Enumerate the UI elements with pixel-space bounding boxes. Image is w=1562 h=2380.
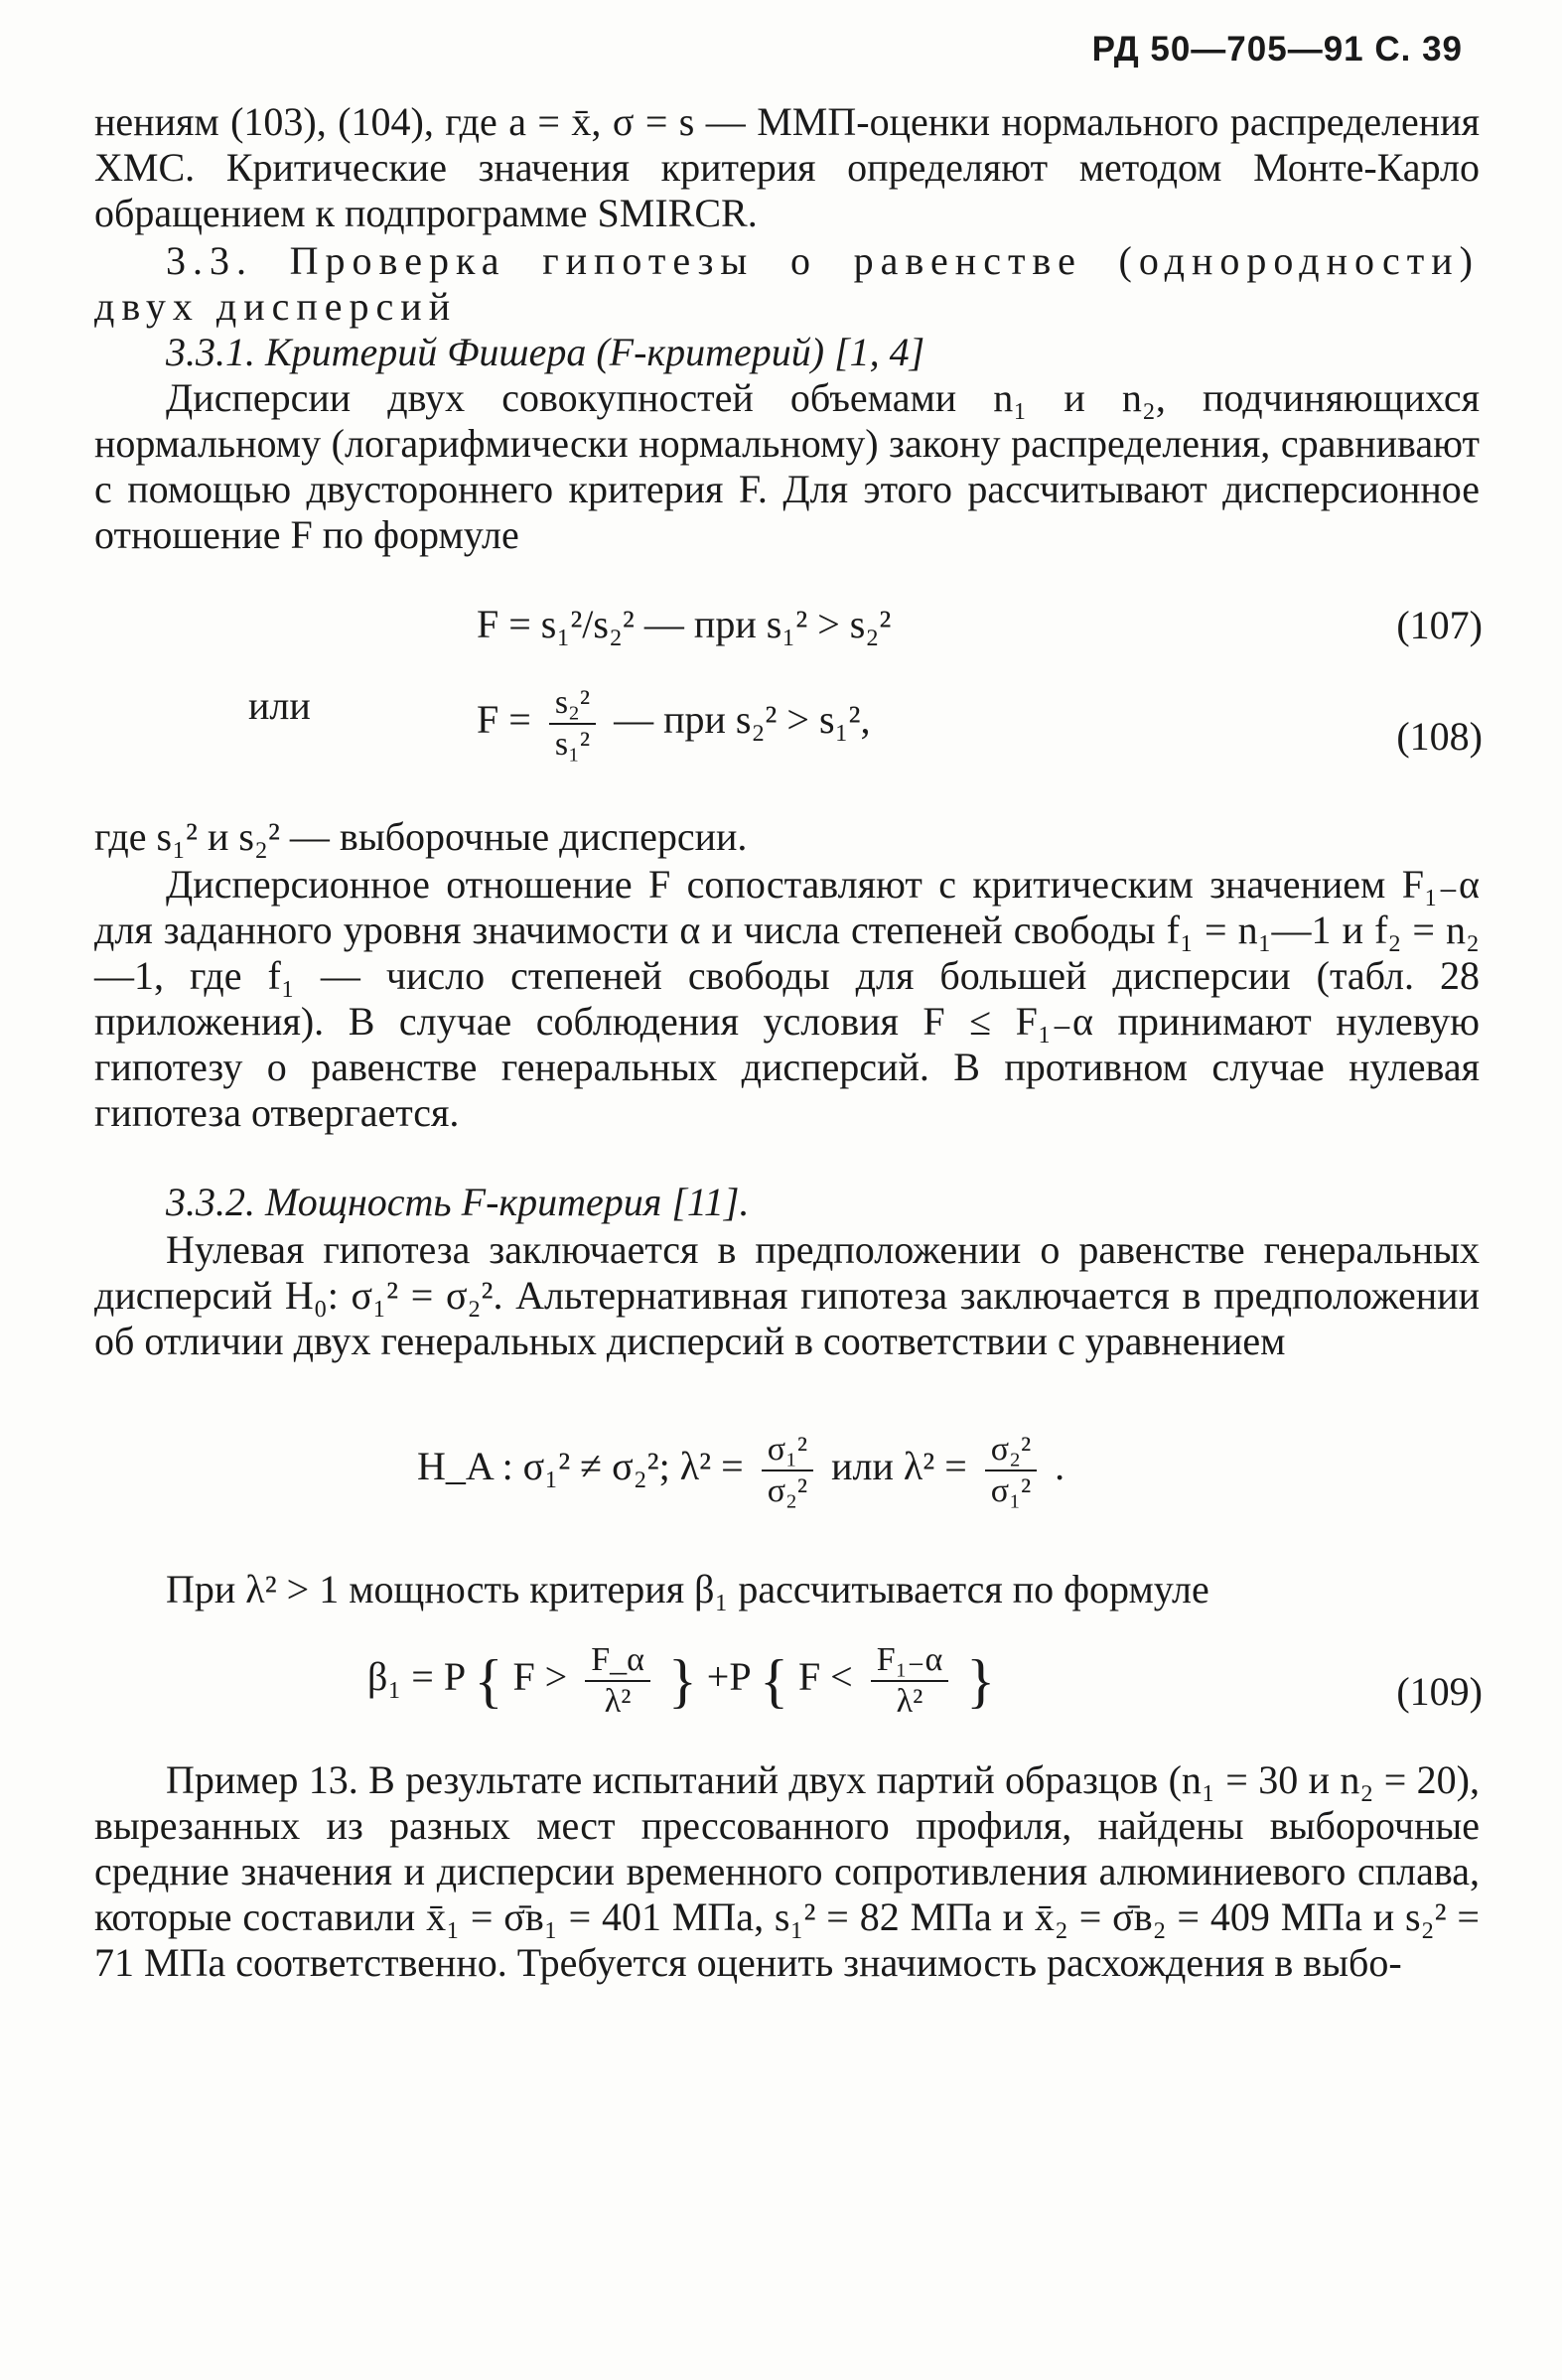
eq109-fraction-1-numerator: F_α bbox=[585, 1640, 650, 1682]
ha-fraction-1-numerator: σ₁² bbox=[762, 1430, 813, 1471]
right-brace-2: } bbox=[966, 1648, 996, 1714]
where-line: где s₁² и s₂² — выборочные дисперсии. bbox=[94, 814, 748, 859]
ha-or: или λ² = bbox=[831, 1444, 967, 1489]
equation-109-number: (109) bbox=[1396, 1669, 1483, 1714]
equation-109 bbox=[367, 1640, 995, 1722]
ha-fraction-2-denominator: σ₁² bbox=[990, 1472, 1032, 1509]
equation-108 bbox=[477, 683, 870, 765]
ha-end: . bbox=[1055, 1444, 1065, 1489]
eq109-part-b: F > bbox=[512, 1654, 568, 1700]
eq109-fraction-1 bbox=[585, 1640, 650, 1722]
equation-107: F = s₁²/s₂² — при s₁² > s₂² bbox=[477, 602, 892, 646]
eq109-part-a: β₁ = P bbox=[367, 1654, 465, 1700]
eq109-fraction-2 bbox=[871, 1640, 949, 1722]
paragraph-example-13: Пример 13. В результате испытаний двух партий образцов (n₁ = 30 и n₂ = 20), вырезанных из разных мест прессованного профиля, найдены выборочные средние значения и дисперсии временного сопротивления алюминиевого сплава, которые составили x̄₁ = σ̄в₁ = 401 МПа, s₁² = 82 МПа и x̄₂ = σ̄в₂ = 409 МПа и s₂² = 71 МПа соответственно. Требуется оценить значимость расхождения в выбо- bbox=[94, 1757, 1480, 1985]
ha-fraction-2 bbox=[985, 1430, 1037, 1511]
paragraph-4: Нулевая гипотеза заключается в предположении о равенстве генеральных дисперсий H₀: σ₁² = σ₂². Альтернативная гипотеза заключается в предположении об отличии двух генеральных дисперсий в соответствии с уравнением bbox=[94, 1227, 1480, 1363]
equation-108-rhs: — при s₂² > s₁², bbox=[614, 697, 871, 743]
ha-fraction-1 bbox=[762, 1430, 813, 1511]
ha-fraction-2-numerator: σ₂² bbox=[985, 1430, 1037, 1471]
equation-108-denominator: s₁² bbox=[554, 726, 591, 763]
left-brace-2: { bbox=[760, 1648, 788, 1714]
eq109-part-d: F < bbox=[797, 1654, 853, 1700]
section-heading-3-3-2: 3.3.2. Мощность F-критерия [11]. bbox=[166, 1180, 750, 1224]
eq109-fraction-2-numerator: F₁₋α bbox=[871, 1640, 949, 1682]
or-word: или bbox=[248, 683, 311, 728]
paragraph-5: При λ² > 1 мощность критерия β₁ рассчитывается по формуле bbox=[166, 1567, 1209, 1611]
equation-108-lhs: F = bbox=[477, 697, 531, 743]
ha-fraction-1-denominator: σ₂² bbox=[767, 1472, 808, 1509]
section-heading-3-3: 3.3. Проверка гипотезы о равенстве (однородности) двух дисперсий bbox=[94, 238, 1480, 329]
eq109-part-c: +P bbox=[706, 1654, 751, 1700]
equation-108-number: (108) bbox=[1396, 714, 1483, 759]
paragraph-1: нениям (103), (104), где a = x̄, σ = s — ММП-оценки нормального распределения ХМС. Критические значения критерия определяют методом Монте-Карло обращением к подпрограмме SMIRCR. bbox=[94, 99, 1480, 235]
page-header: РД 50—705—91 С. 39 bbox=[1091, 30, 1463, 69]
ha-lhs: H_A : σ₁² ≠ σ₂²; λ² = bbox=[417, 1444, 744, 1489]
eq109-fraction-1-denominator: λ² bbox=[604, 1683, 632, 1720]
equation-107-number: (107) bbox=[1396, 603, 1483, 647]
equation-108-fraction bbox=[549, 683, 596, 765]
equation-108-numerator: s₂² bbox=[549, 683, 596, 725]
paragraph-2: Дисперсии двух совокупностей объемами n₁ и n₂, подчиняющихся нормальному (логарифмически нормальному) закону распределения, сравнивают с помощью двустороннего критерия F. Для этого рассчитывают дисперсионное отношение F по формуле bbox=[94, 375, 1480, 557]
left-brace-1: { bbox=[474, 1648, 503, 1714]
eq109-fraction-2-denominator: λ² bbox=[896, 1683, 923, 1720]
right-brace-1: } bbox=[667, 1648, 697, 1714]
paragraph-3: Дисперсионное отношение F сопоставляют с критическим значением F₁₋α для заданного уровня значимости α и числа степеней свободы f₁ = n₁—1 и f₂ = n₂—1, где f₁ — число степеней свободы для большей дисперсии (табл. 28 приложения). В случае соблюдения условия F ≤ F₁₋α принимают нулевую гипотезу о равенстве генеральных дисперсий. В противном случае нулевая гипотеза отвергается. bbox=[94, 862, 1480, 1135]
section-heading-3-3-1: 3.3.1. Критерий Фишера (F-критерий) [1, 4] bbox=[166, 330, 925, 374]
alternative-hypothesis-equation bbox=[417, 1430, 1065, 1511]
